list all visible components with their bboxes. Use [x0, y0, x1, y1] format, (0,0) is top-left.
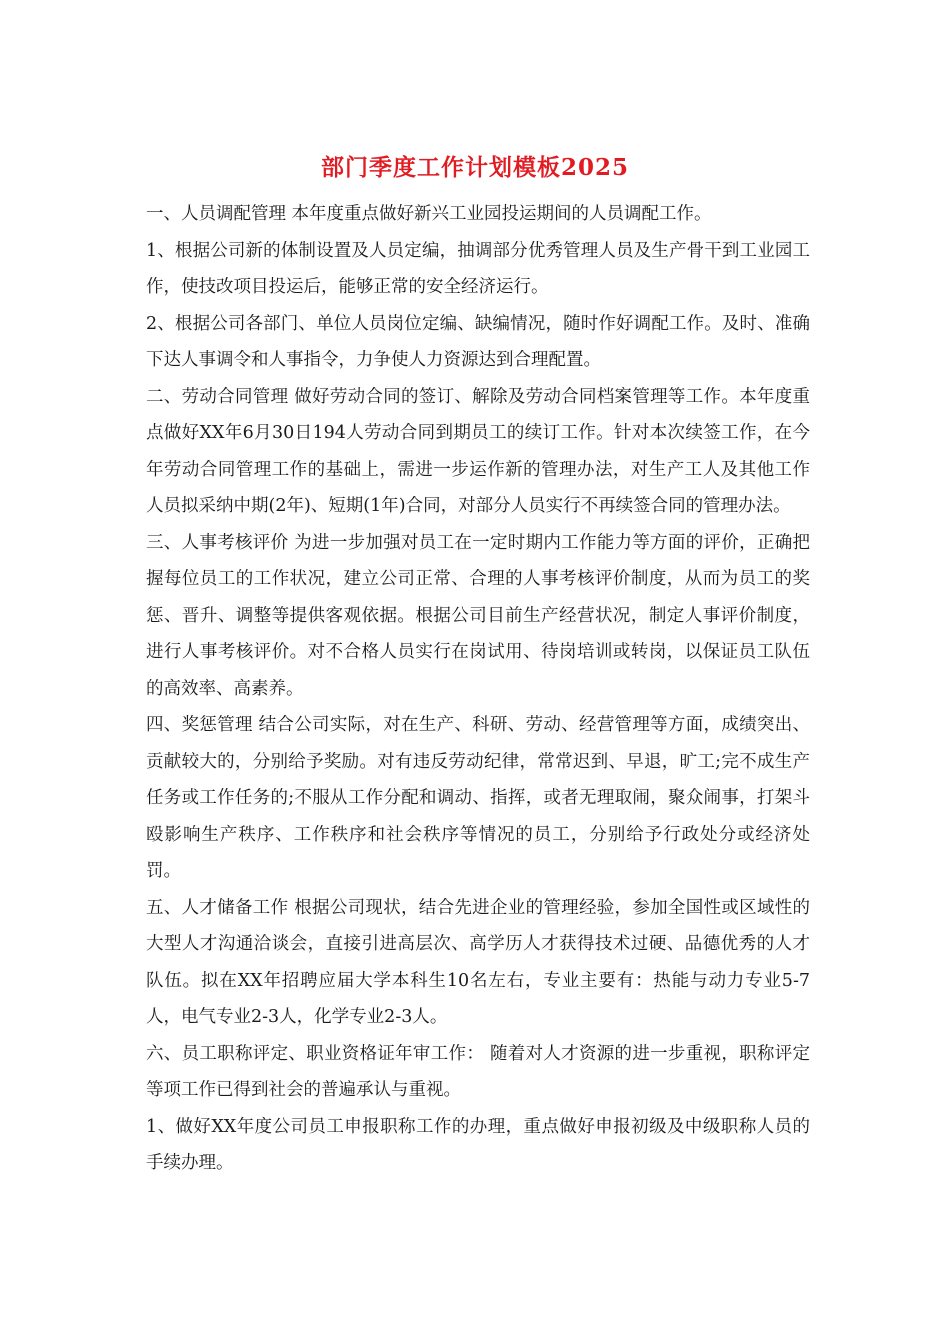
document-title: 部门季度工作计划模板2025: [320, 154, 629, 181]
paragraph-title-item-1: 1、做好XX年度公司员工申报职称工作的办理，重点做好申报初级及中级职称人员的手续办理。: [146, 1116, 810, 1173]
paragraph-title-evaluation: 六、员工职称评定、职业资格证年审工作： 随着对人才资源的进一步重视，职称评定等项工作已得到社会的普遍承认与重视。: [146, 1043, 810, 1100]
document-body: [146, 196, 810, 1182]
paragraph-rewards-penalties: 四、奖惩管理 结合公司实际，对在生产、科研、劳动、经营管理等方面，成绩突出、贡献较大的，分别给予奖励。对有违反劳动纪律，常常迟到、早退，旷工;完不成生产任务或工作任务的;不服从工作分配和调动、指挥，或者无理取闹，聚众闹事，打架斗殴影响生产秩序、工作秩序和社会秩序等情况的员工，分别给予行政处分或经济处罚。: [146, 715, 810, 881]
paragraph-talent-reserve: 五、人才储备工作 根据公司现状，结合先进企业的管理经验，参加全国性或区域性的大型人才沟通洽谈会，直接引进高层次、高学历人才获得技术过硬、品德优秀的人才队伍。拟在XX年招聘应届大学本科生10名左右，专业主要有：热能与动力专业5-7人，电气专业2-3人，化学专业2-3人。: [146, 897, 810, 1027]
paragraph-item-2: 2、根据公司各部门、单位人员岗位定编、缺编情况，随时作好调配工作。及时、准确下达人事调令和人事指令，力争使人力资源达到合理配置。: [146, 313, 810, 370]
paragraph-labor-contract: 二、劳动合同管理 做好劳动合同的签订、解除及劳动合同档案管理等工作。本年度重点做好XX年6月30日194人劳动合同到期员工的续订工作。针对本次续签工作，在今年劳动合同管理工作的基础上，需进一步运作新的管理办法，对生产工人及其他工作人员拟采纳中期(2年)、短期(1年)合同，对部分人员实行不再续签合同的管理办法。: [146, 386, 810, 516]
paragraph-item-1: 1、根据公司新的体制设置及人员定编，抽调部分优秀管理人员及生产骨干到工业园工作，使技改项目投运后，能够正常的安全经济运行。: [146, 240, 810, 297]
paragraph-personnel-evaluation: 三、人事考核评价 为进一步加强对员工在一定时期内工作能力等方面的评价，正确把握每位员工的工作状况，建立公司正常、合理的人事考核评价制度，从而为员工的奖惩、晋升、调整等提供客观依据。根据公司目前生产经营状况，制定人事评价制度，进行人事考核评价。对不合格人员实行在岗试用、待岗培训或转岗，以保证员工队伍的高效率、高素养。: [146, 532, 810, 699]
paragraph-personnel-allocation: 一、人员调配管理 本年度重点做好新兴工业园投运期间的人员调配工作。: [146, 204, 712, 224]
